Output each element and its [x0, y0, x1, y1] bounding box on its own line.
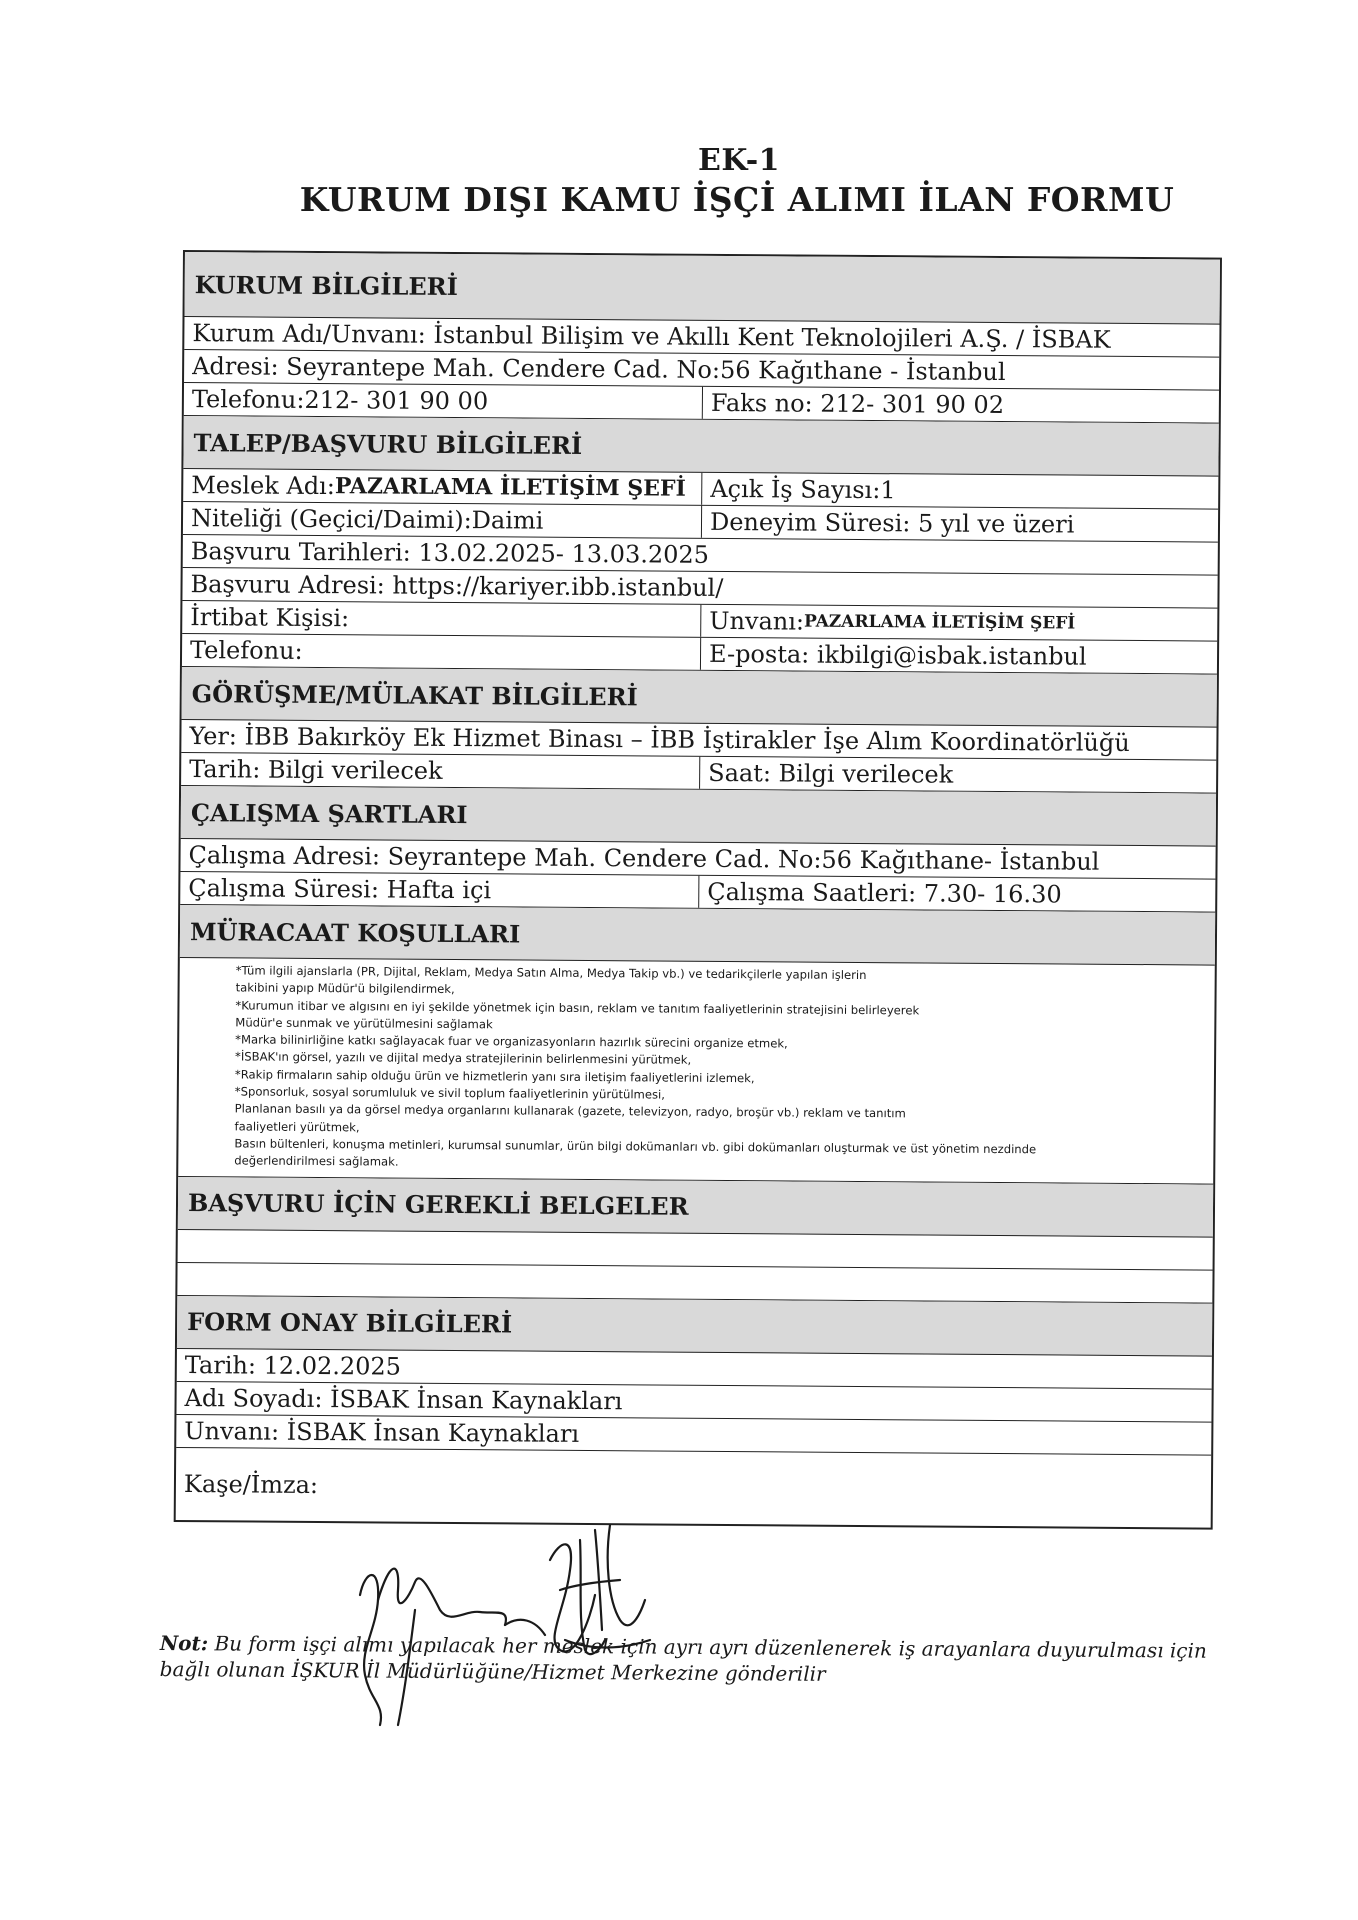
- footer-note: [160, 1630, 1260, 1690]
- irtibat-telefon: Telefonu:: [182, 634, 701, 670]
- muracaat-kosullari: [178, 958, 1215, 1184]
- kosul-line: *Sponsorluk, sosyal sorumluluk ve sivil toplum faaliyetlerinin yürütülmesi,: [234, 1084, 666, 1102]
- kosul-line: *Marka bilinirliğine katkı sağlayacak fuar ve organizasyonların hazırlık sürecini organize etmek,: [235, 1032, 788, 1051]
- unvan-label: Unvanı:: [709, 606, 805, 636]
- kosul-line: faaliyetleri yürütmek,: [234, 1119, 360, 1134]
- basvuru-adresi: Başvuru Adresi: https://kariyer.ibb.istanbul/: [190, 570, 724, 602]
- kosul-line: *Rakip firmaların sahip olduğu ürün ve hizmetlerin yanı sıra iletişim faaliyetlerini izlemek,: [234, 1067, 755, 1085]
- kurum-faks: Faks no: 212- 301 90 02: [710, 388, 1005, 420]
- kurum-telefon: Telefonu:212- 301 90 00: [184, 383, 703, 419]
- kosul-line: Basın bültenleri, konuşma metinleri, kurumsal sunumlar, ürün bilgi dokümanları vb. gibi dokümanları oluşturmak ve üst yönetim nezdinde: [234, 1136, 1037, 1157]
- note-text: Bu form işçi alımı yapılacak her meslek için ayrı ayrı düzenlenerek iş arayanlara duyurulması için bağlı olunan İŞKUR İl Müdürlüğüne/Hizmet Merkezine gönderilir: [159, 1631, 1207, 1686]
- meslek-label: Meslek Adı:: [191, 471, 335, 501]
- section-talep: TALEP/BAŞVURU BİLGİLERİ: [183, 416, 1218, 477]
- gorusme-saat: Saat: Bilgi verilecek: [708, 758, 954, 789]
- calisma-suresi: Çalışma Süresi: Hafta içi: [180, 872, 699, 908]
- unvan-value: PAZARLAMA İLETİŞİM ŞEFİ: [804, 611, 1076, 634]
- kosul-line: Müdür'e sunmak ve yürütülmesini sağlamak: [235, 1015, 493, 1032]
- onay-adi-soyadi: Adı Soyadı: İSBAK İnsan Kaynakları: [184, 1383, 623, 1415]
- kosul-line: *Kurumun itibar ve algısını en iyi şekilde yönetmek için basın, reklam ve tanıtım faaliyetlerinin stratejisini belirleyerek: [235, 997, 920, 1018]
- kosul-line: takibini yapıp Müdür'ü bilgilendirmek,: [235, 980, 455, 997]
- section-kurum: KURUM BİLGİLERİ: [185, 252, 1220, 325]
- nitelik: Niteliği (Geçici/Daimi):Daimi: [183, 502, 702, 538]
- onay-unvan: Unvanı: İSBAK İnsan Kaynakları: [184, 1416, 580, 1448]
- meslek-adi: [183, 469, 702, 505]
- onay-tarih: Tarih: 12.02.2025: [184, 1350, 402, 1381]
- section-calisma: ÇALIŞMA ŞARTLARI: [181, 786, 1216, 847]
- section-onay: FORM ONAY BİLGİLERİ: [177, 1296, 1212, 1357]
- section-gorusme: GÖRÜŞME/MÜLAKAT BİLGİLERİ: [182, 667, 1217, 728]
- irtibat-eposta: E-posta: ikbilgi@isbak.istanbul: [708, 639, 1087, 671]
- basvuru-tarihleri: Başvuru Tarihleri: 13.02.2025- 13.03.2025: [190, 537, 710, 569]
- kosul-line: *Tüm ilgili ajanslarla (PR, Dijital, Reklam, Medya Satın Alma, Medya Takip vb.) ve tedarikçilerle yapılan işlerin: [235, 963, 867, 983]
- kosul-line: *İSBAK'ın görsel, yazılı ve dijital medya stratejilerinin belirlenmesini yürütmek,: [235, 1049, 692, 1068]
- kosul-line: değerlendirilmesi sağlamak.: [234, 1153, 399, 1169]
- meslek-value: PAZARLAMA İLETİŞİM ŞEFİ: [334, 473, 686, 502]
- acik-is-sayisi: Açık İş Sayısı:1: [710, 474, 896, 505]
- kosul-line: Planlanan basılı ya da görsel medya organlarını kullanarak (gazete, televizyon, radyo, broşür vb.) reklam ve tanıtım: [234, 1101, 906, 1121]
- deneyim-suresi: Deneyim Süresi: 5 yıl ve üzeri: [709, 507, 1075, 539]
- calisma-adres: Çalışma Adresi: Seyrantepe Mah. Cendere Cad. No:56 Kağıthane- İstanbul: [188, 841, 1100, 876]
- kurum-adres: Adresi: Seyrantepe Mah. Cendere Cad. No:56 Kağıthane - İstanbul: [192, 352, 1006, 387]
- signature-icon: [320, 1500, 700, 1730]
- section-belgeler: BAŞVURU İÇİN GEREKLİ BELGELER: [178, 1177, 1213, 1238]
- form-title: KURUM DIŞI KAMU İŞÇİ ALIMI İLAN FORMU: [299, 180, 1175, 219]
- gorusme-tarih: Tarih: Bilgi verilecek: [181, 753, 700, 789]
- irtibat-unvan: [701, 605, 1217, 641]
- annex-label: EK-1: [697, 143, 781, 178]
- kase-imza: Kaşe/İmza:: [183, 1469, 319, 1499]
- job-posting-form: [174, 250, 1222, 1529]
- note-label: Not:: [159, 1631, 209, 1656]
- calisma-saatleri: Çalışma Saatleri: 7.30- 16.30: [707, 877, 1062, 909]
- irtibat-kisisi: İrtibat Kişisi:: [182, 601, 701, 637]
- gorusme-yer: Yer: İBB Bakırköy Ek Hizmet Binası – İBB İştirakler İşe Alım Koordinatörlüğü: [189, 722, 1130, 757]
- kurum-adi: Kurum Adı/Unvanı: İstanbul Bilişim ve Akıllı Kent Teknolojileri A.Ş. / İSBAK: [192, 319, 1111, 354]
- section-muracaat: MÜRACAAT KOŞULLARI: [180, 905, 1215, 966]
